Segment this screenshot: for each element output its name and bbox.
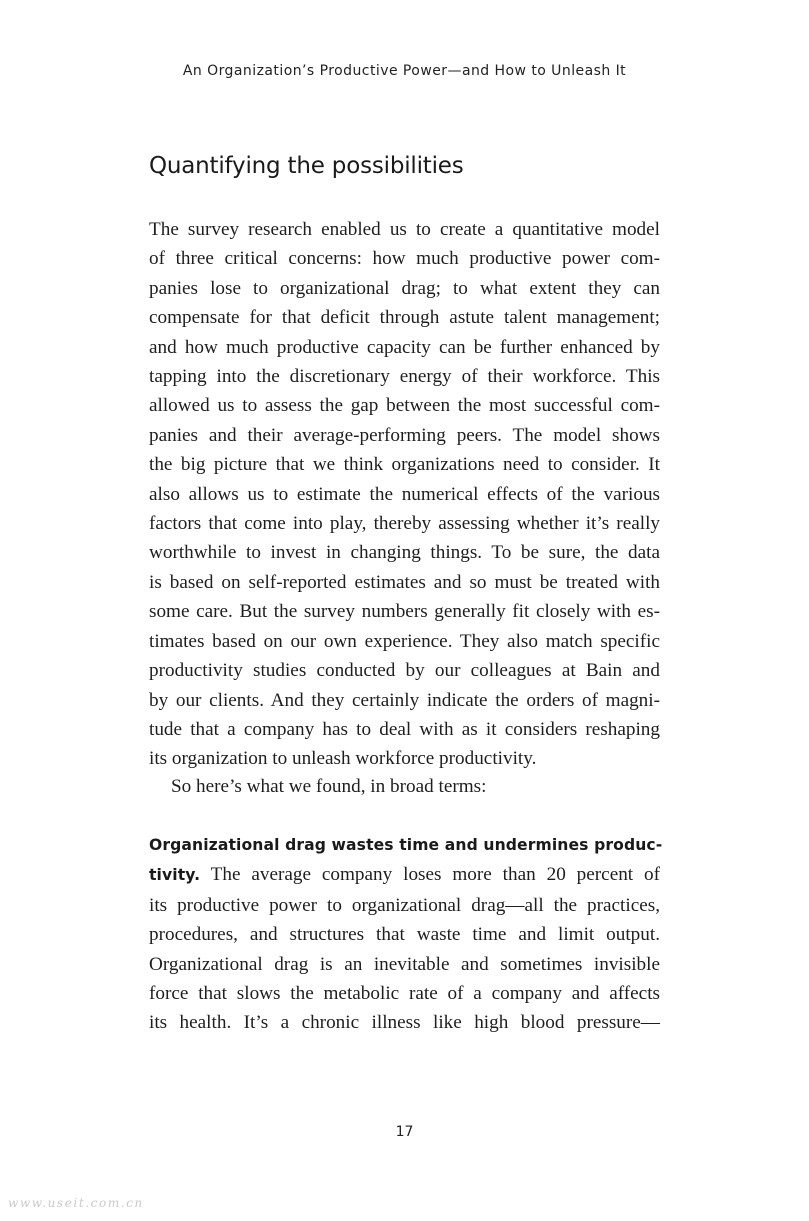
text-line: its productive power to organizational drag—all the practices, <box>149 894 660 916</box>
subhead-line <box>149 830 663 860</box>
text-line: worthwhile to invest in changing things. To be sure, the data <box>149 542 660 564</box>
text-line: by our clients. And they certainly indicate the orders of magni- <box>149 689 660 711</box>
watermark: www.useit.com.cn <box>8 1196 144 1210</box>
page-number: 17 <box>395 1124 414 1140</box>
text-line: some care. But the survey numbers generally fit closely with es- <box>149 601 660 623</box>
text-line: its health. It’s a chronic illness like high blood pressure— <box>149 1012 660 1034</box>
text-line: force that slows the metabolic rate of a company and affects <box>149 983 660 1005</box>
body-paragraph-2 <box>149 772 660 801</box>
run-in-subhead-end: tivity. <box>149 866 201 885</box>
text-run: The average company loses more than 20 percent of <box>200 864 660 886</box>
text-line: panies and their average-performing peers. The model shows <box>149 424 660 446</box>
text-line: also allows us to estimate the numerical effects of the various <box>149 483 660 505</box>
subhead-line-continued <box>149 860 660 890</box>
text-line: allowed us to assess the gap between the most successful com- <box>149 395 660 417</box>
text-line: Organizational drag is an inevitable and sometimes invisible <box>149 953 660 975</box>
text-line: timates based on our own experience. They also match specific <box>149 630 660 652</box>
text-line: procedures, and structures that waste time and limit output. <box>149 924 660 946</box>
text-line: tapping into the discretionary energy of their workforce. This <box>149 366 660 388</box>
text-line: compensate for that deficit through astute talent management; <box>149 307 660 329</box>
section-title: Quantifying the possibilities <box>149 153 464 179</box>
text-line: So here’s what we found, in broad terms: <box>171 776 487 797</box>
text-line: the big picture that we think organizations need to consider. It <box>149 454 660 476</box>
text-line: its organization to unleash workforce productivity. <box>149 748 537 770</box>
text-line: factors that come into play, thereby assessing whether it’s really <box>149 513 660 535</box>
body-paragraph-1 <box>149 215 660 774</box>
text-line: tude that a company has to deal with as it considers reshaping <box>149 718 660 740</box>
running-head: An Organization’s Productive Power—and How to Unleash It <box>182 63 627 79</box>
run-in-subhead: Organizational drag wastes time and undermines produc- <box>149 836 663 854</box>
text-line: productivity studies conducted by our colleagues at Bain and <box>149 660 660 682</box>
text-line: The survey research enabled us to create a quantitative model <box>149 219 660 240</box>
text-line: is based on self-reported estimates and so must be treated with <box>149 571 660 593</box>
body-paragraph-3 <box>149 830 663 1038</box>
text-line: panies lose to organizational drag; to what extent they can <box>149 277 660 299</box>
text-line: and how much productive capacity can be further enhanced by <box>149 336 660 358</box>
text-line: of three critical concerns: how much productive power com- <box>149 248 660 270</box>
